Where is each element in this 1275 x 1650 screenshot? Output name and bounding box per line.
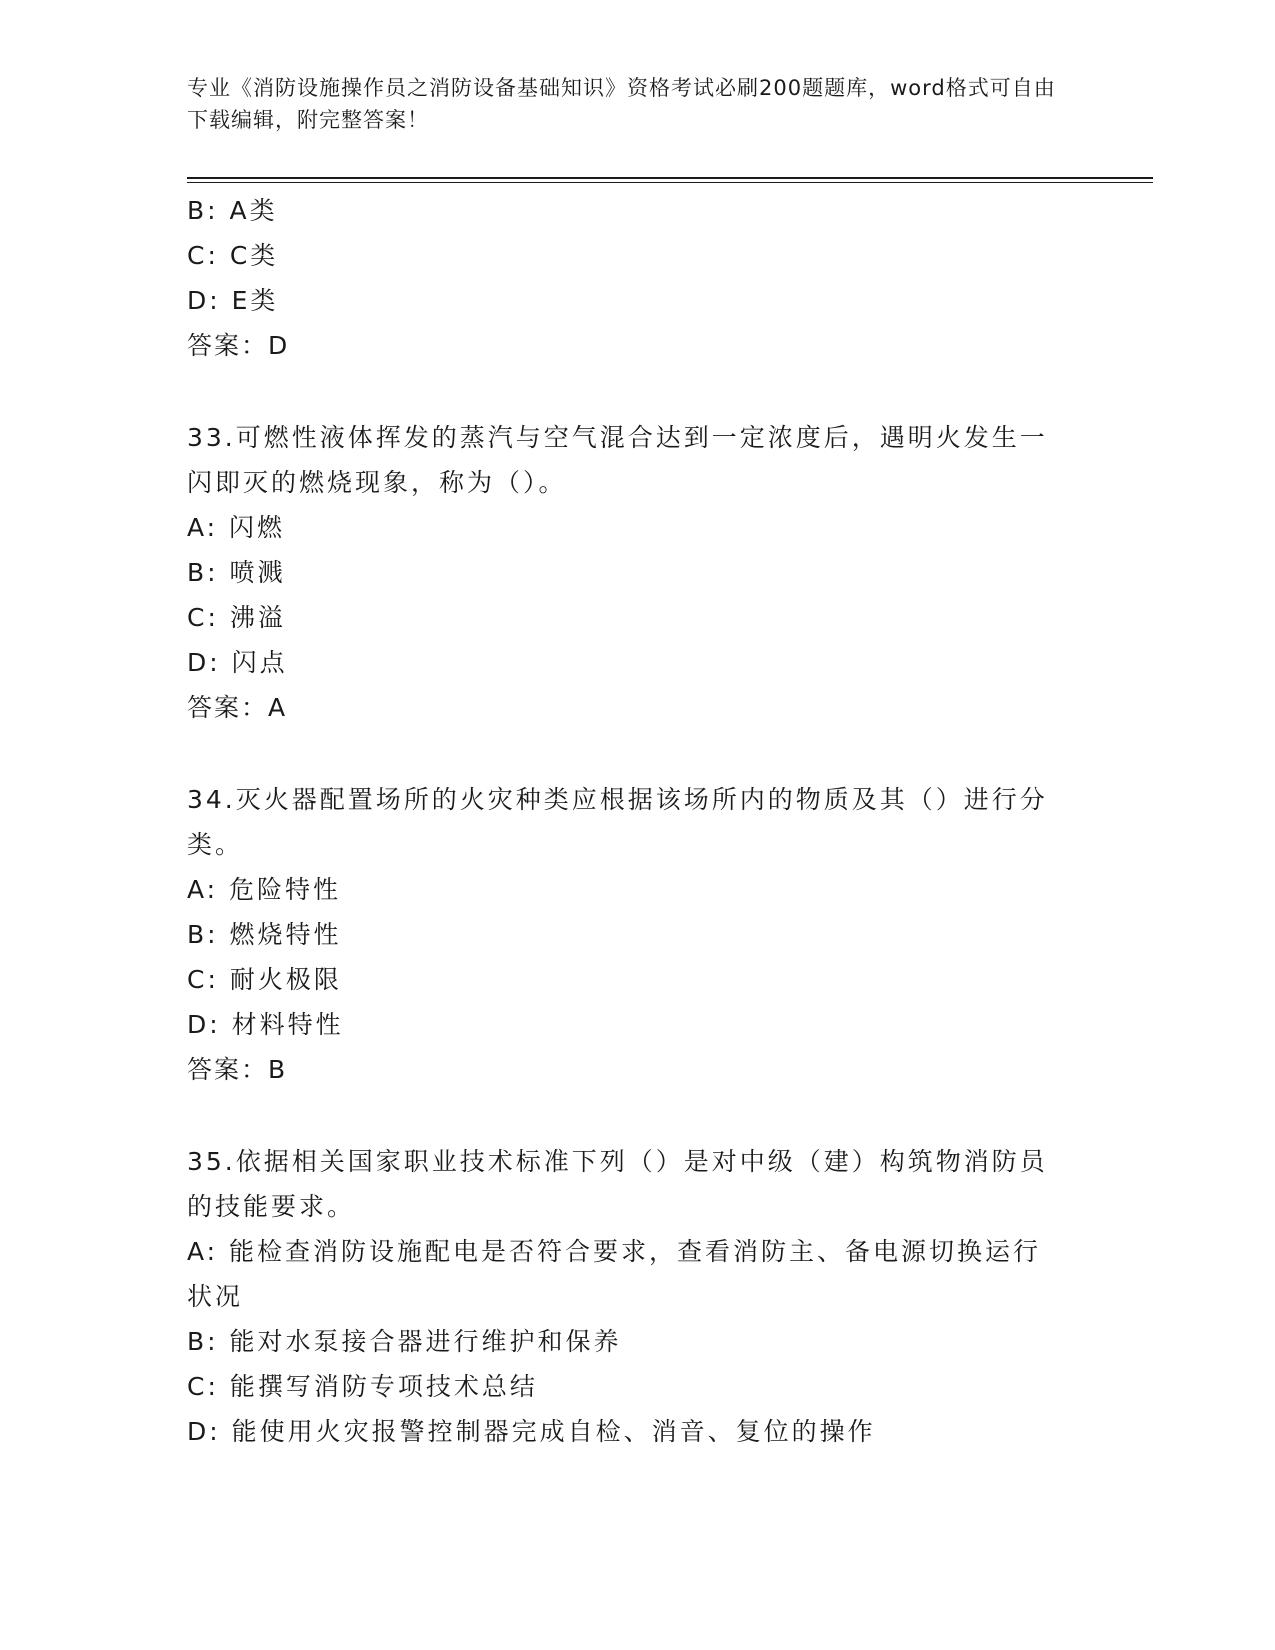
header-divider: [187, 177, 1153, 179]
option-d: D: 闪点: [187, 648, 288, 677]
option-b: B: 喷溅: [187, 558, 286, 587]
question-stem: 33.可燃性液体挥发的蒸汽与空气混合达到一定浓度后，遇明火发生一闪即灭的燃烧现象，称为（）。: [187, 423, 1048, 497]
document-header: 专业《消防设施操作员之消防设备基础知识》资格考试必刷200题题库，word格式可自由下载编辑，附完整答案！: [187, 76, 1056, 132]
option-a: A: 能检查消防设施配电是否符合要求，查看消防主、备电源切换运行状况: [187, 1237, 1042, 1311]
answer-line: 答案：A: [187, 693, 288, 722]
answer-line: 答案：D: [187, 331, 290, 360]
option-a: A: 闪燃: [187, 513, 286, 542]
option-c: C: 沸溢: [187, 603, 286, 632]
continued-question: [187, 188, 1067, 368]
question-stem: 35.依据相关国家职业技术标准下列（）是对中级（建）构筑物消防员的技能要求。: [187, 1147, 1048, 1221]
header-divider-thin: [187, 182, 1153, 183]
option-a: A: 危险特性: [187, 875, 342, 904]
option-c: C: 耐火极限: [187, 965, 342, 994]
question-stem: 34.灭火器配置场所的火灾种类应根据该场所内的物质及其（）进行分类。: [187, 785, 1048, 859]
question-35: [187, 1139, 1067, 1454]
option-d: D: 材料特性: [187, 1010, 344, 1039]
option-d: D: E类: [187, 286, 279, 315]
option-b: B: 能对水泵接合器进行维护和保养: [187, 1327, 622, 1356]
option-c: C: C类: [187, 241, 279, 270]
option-d: D: 能使用火灾报警控制器完成自检、消音、复位的操作: [187, 1417, 876, 1446]
option-c: C: 能撰写消防专项技术总结: [187, 1372, 538, 1401]
question-content: [187, 188, 1067, 1454]
answer-line: 答案：B: [187, 1055, 288, 1084]
option-b: B: 燃烧特性: [187, 920, 342, 949]
option-b: B: A类: [187, 196, 278, 225]
question-34: [187, 777, 1067, 1092]
question-33: [187, 415, 1067, 730]
